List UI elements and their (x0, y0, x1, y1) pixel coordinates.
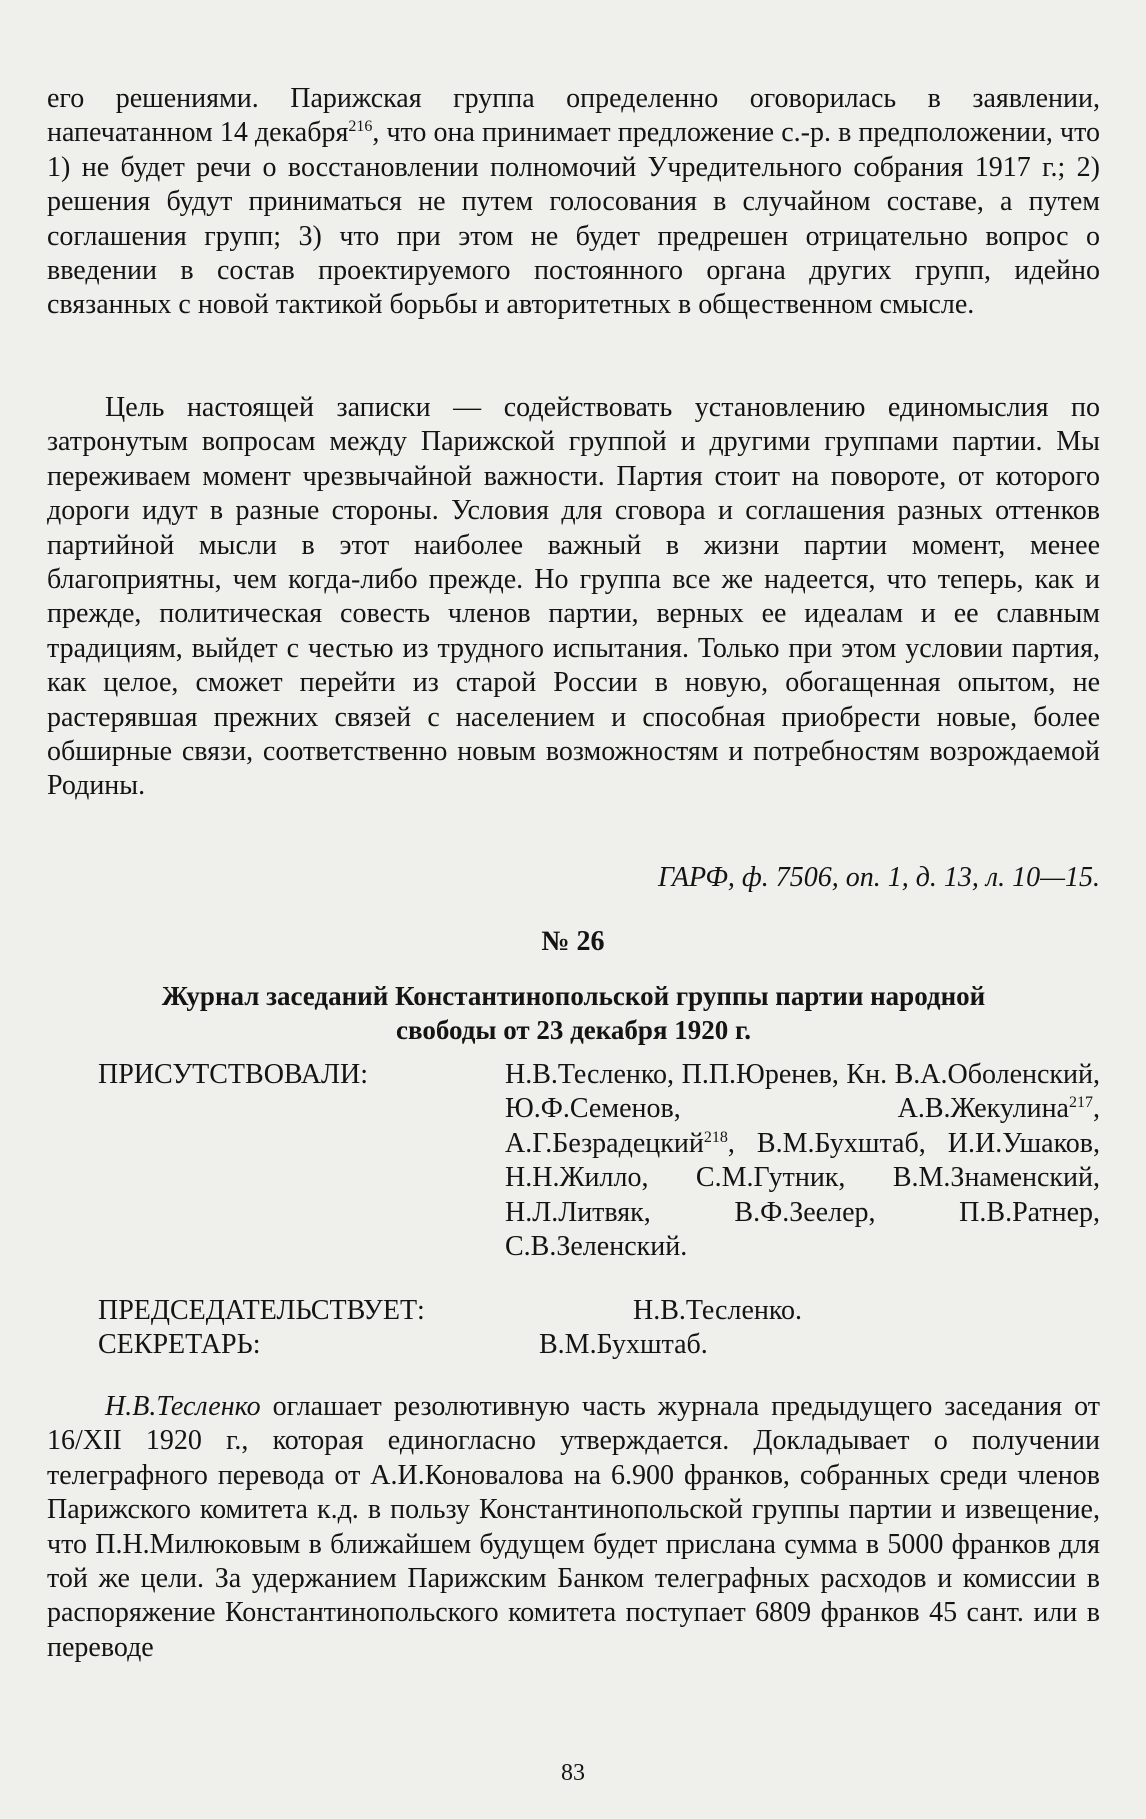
chair-label: ПРЕДСЕДАТЕЛЬСТВУЕТ: (98, 1295, 425, 1326)
footnote-ref-217: 217 (1069, 1094, 1093, 1112)
paragraph-text-rest: , что она принимает предложение с.-р. в предположении, что 1) не будет речи о восстановлении полномочий Учредительного собрания 1917 г.; 2) решения будут приниматься не путем голосования в случайном составе, а путем соглашения групп; 3) что при этом не будет предрешен отрицательно вопрос о введении в состав проектируемого постоянного органа других групп, идейно связанных с новой тактикой борьбы и авторитетных в общественном смысле. (47, 117, 1100, 321)
footnote-ref-216: 216 (348, 118, 373, 136)
paragraph-purpose (47, 391, 1100, 804)
document-title-line: свободы от 23 декабря 1920 г. (395, 1015, 752, 1045)
present-names-part: Н.В.Тесленко, П.П.Юренев, Кн. В.А.Оболенский, Ю.Ф.Семенов, А.В.Жекулина (505, 1059, 1100, 1125)
page-number: 83 (561, 1760, 585, 1786)
document-number: № 26 (541, 926, 605, 957)
document-title-line: Журнал заседаний Константинопольской группы партии народной (161, 981, 986, 1011)
minutes-text: оглашает резолютивную часть журнала предыдущего заседания от 16/XII 1920 г., которая единогласно утверждается. Докладывает о получении телеграфного перевода от А.И.Коновалова на 6.900 франков, собранных среди членов Парижского комитета к.д. в пользу Константинопольской группы партии и извещение, что П.Н.Милюковым в ближайшем будущем будет прислана сумма в 5000 франков для той же цели. За удержанием Парижским Банком телеграфных расходов и комиссии в распоряжение Константинопольского комитета поступает 6809 франков 45 сант. или в переводе (47, 1391, 1100, 1663)
present-label: ПРИСУТСТВОВАЛИ: (98, 1059, 369, 1090)
document-title (47, 979, 1100, 1047)
paragraph-text-start: его решениями. Парижская группа определенно оговорилась в заявлении, напечатанном 14 декабря (47, 83, 1100, 149)
footnote-ref-218: 218 (703, 1128, 728, 1146)
minutes-paragraph (47, 1390, 1100, 1665)
archive-source-reference: ГАРФ, ф. 7506, оп. 1, д. 13, л. 10—15. (658, 862, 1100, 893)
present-names-list (505, 1058, 1100, 1264)
present-names-part: , А.Г.Безрадецкий (505, 1093, 1100, 1159)
secretary-value: В.М.Бухштаб. (539, 1329, 708, 1360)
chair-value: Н.В.Тесленко. (633, 1295, 803, 1326)
speaker-name: Н.В.Тесленко (105, 1391, 261, 1422)
paragraph-continuation (47, 82, 1100, 323)
secretary-label: СЕКРЕТАРЬ: (98, 1329, 261, 1360)
present-names-part: , В.М.Бухштаб, И.И.Ушаков, Н.Н.Жилло, С.М.Гутник, В.М.Знаменский, Н.Л.Литвяк, В.Ф.Зеелер, П.В.Ратнер, С.В.Зеленский. (505, 1127, 1100, 1263)
paragraph-text: Цель настоящей записки — содействовать установлению единомыслия по затронутым вопросам между Парижской группой и другими группами партии. Мы переживаем момент чрезвычайной важности. Партия стоит на повороте, от которого дороги идут в разные стороны. Условия для сговора и соглашения разных оттенков партийной мысли в этот наиболее важный в жизни партии момент, менее благоприятны, чем когда-либо прежде. Но группа все же надеется, что теперь, как и прежде, политическая совесть членов партии, верных ее идеалам и ее славным традициям, выйдет с честью из трудного испытания. Только при этом условии партия, как целое, сможет перейти из старой России в новую, обогащенная опытом, не растерявшая прежних связей с населением и способная приобрести новые, более обширные связи, соответственно новым возможностям и потребностям возрождаемой Родины. (47, 392, 1100, 802)
paragraph-text (47, 1390, 1100, 1665)
paragraph-text (47, 82, 1100, 323)
